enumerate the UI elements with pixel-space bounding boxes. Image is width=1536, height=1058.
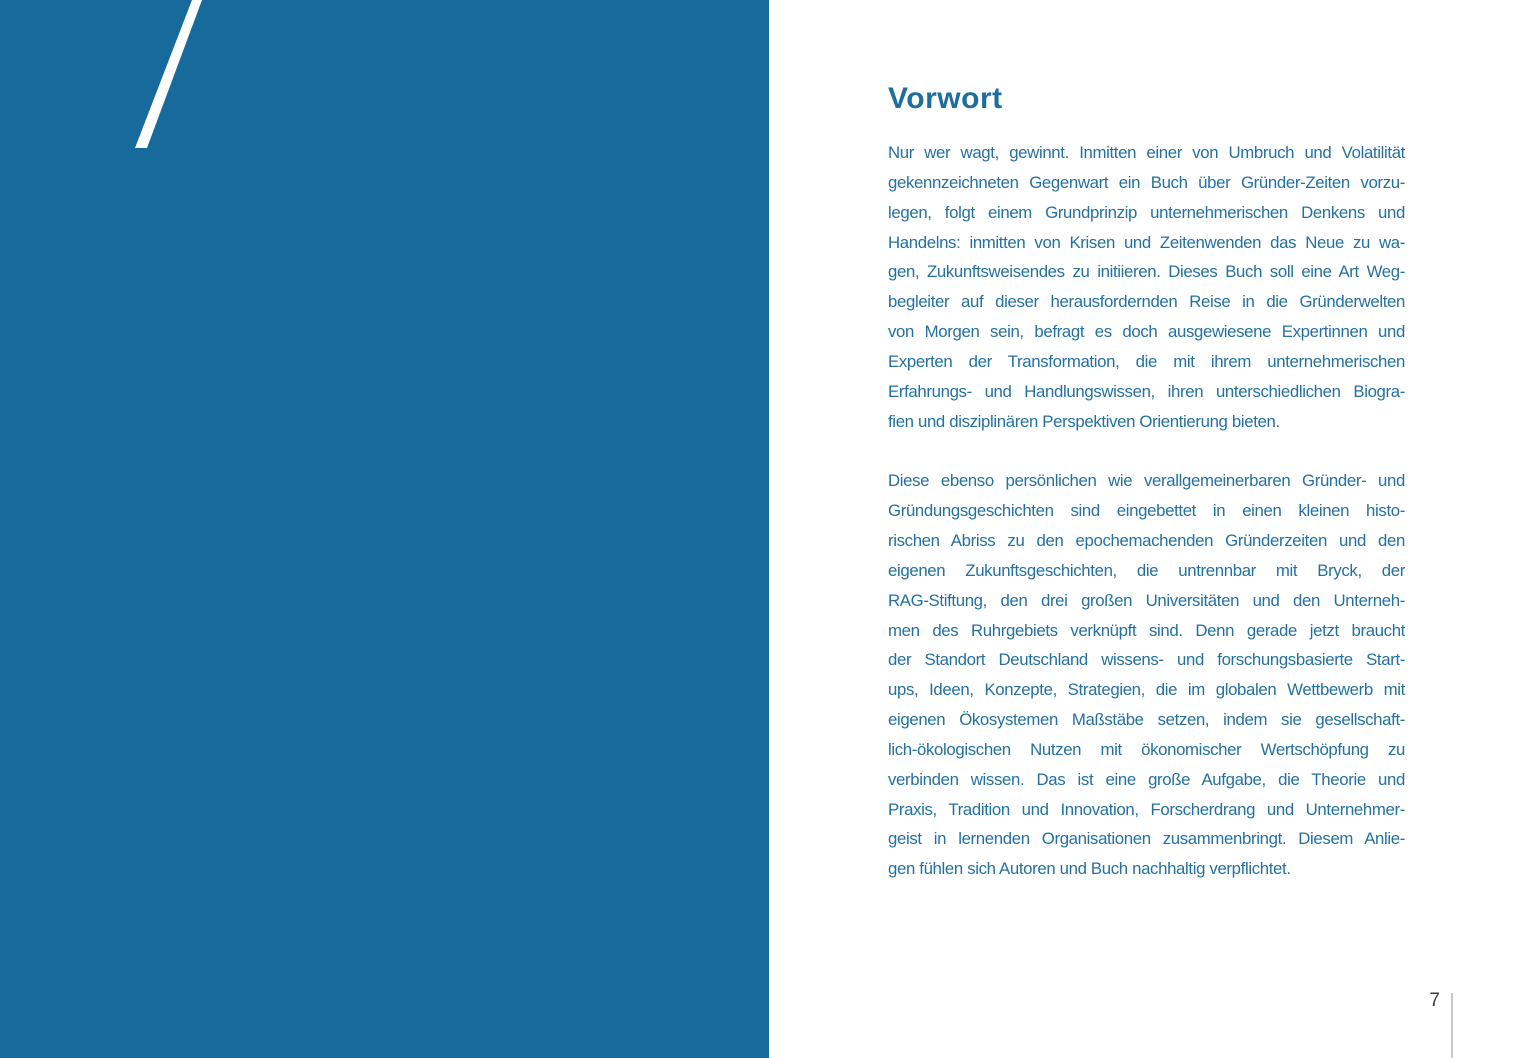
text-line: Praxis, Tradition und Innovation, Forscherdrang und Unternehmer- [888, 799, 1405, 819]
text-line: eigenen Zukunftsgeschichten, die untrennbar mit Bryck, der [888, 560, 1405, 580]
text-line: Diese ebenso persönlichen wie verallgemeinerbaren Gründer- und [888, 471, 1405, 491]
text-line: verbinden wissen. Das ist eine große Aufgabe, die Theorie und [888, 769, 1405, 789]
text-line: gen, Zukunftsweisendes zu initiieren. Dieses Buch soll eine Art Weg- [888, 262, 1405, 282]
text-line: legen, folgt einem Grundprinzip unternehmerischen Denkens und [888, 202, 1405, 222]
text-line: eigenen Ökosystemen Maßstäbe setzen, indem sie gesellschaft- [888, 710, 1405, 730]
text-line: lich-ökologischen Nutzen mit ökonomischer Wertschöpfung zu [888, 739, 1405, 759]
text-line: gen fühlen sich Autoren und Buch nachhaltig verpflichtet. [888, 859, 1291, 879]
text-line: der Standort Deutschland wissens- und forschungsbasierte Start- [888, 650, 1405, 670]
text-line: gekennzeichneten Gegenwart ein Buch über Gründer-Zeiten vorzu- [888, 172, 1405, 192]
text-line: Gründungsgeschichten sind eingebettet in einen kleinen histo- [888, 501, 1405, 521]
text-line: fien und disziplinären Perspektiven Orientierung bieten. [888, 411, 1280, 431]
foreword-paragraph [888, 466, 1405, 884]
footer-rule [1451, 993, 1453, 1058]
page-title: Vorwort [888, 82, 1003, 116]
text-line: geist in lernenden Organisationen zusammenbringt. Diesem Anlie- [888, 829, 1405, 849]
text-line: begleiter auf dieser herausfordernden Reise in die Gründerwelten [888, 292, 1405, 312]
text-line: Nur wer wagt, gewinnt. Inmitten einer von Umbruch und Volatilität [888, 143, 1405, 162]
text-line: Handelns: inmitten von Krisen und Zeitenwenden das Neue zu wa- [888, 232, 1405, 252]
text-line: rischen Abriss zu den epochemachenden Gründerzeiten und den [888, 530, 1405, 550]
foreword-paragraph [888, 138, 1405, 436]
page-number: 7 [1429, 990, 1440, 1011]
text-line: men des Ruhrgebiets verknüpft sind. Denn gerade jetzt braucht [888, 620, 1405, 640]
text-line: Experten der Transformation, die mit ihrem unternehmerischen [888, 351, 1405, 371]
text-line: ups, Ideen, Konzepte, Strategien, die im globalen Wettbewerb mit [888, 680, 1405, 700]
text-line: Erfahrungs- und Handlungswissen, ihren unterschiedlichen Biogra- [888, 381, 1405, 401]
text-line: RAG-Stiftung, den drei großen Universitäten und den Unterneh- [888, 590, 1405, 610]
text-line: von Morgen sein, befragt es doch ausgewiesene Expertinnen und [888, 322, 1405, 342]
foreword-text [888, 138, 1405, 884]
